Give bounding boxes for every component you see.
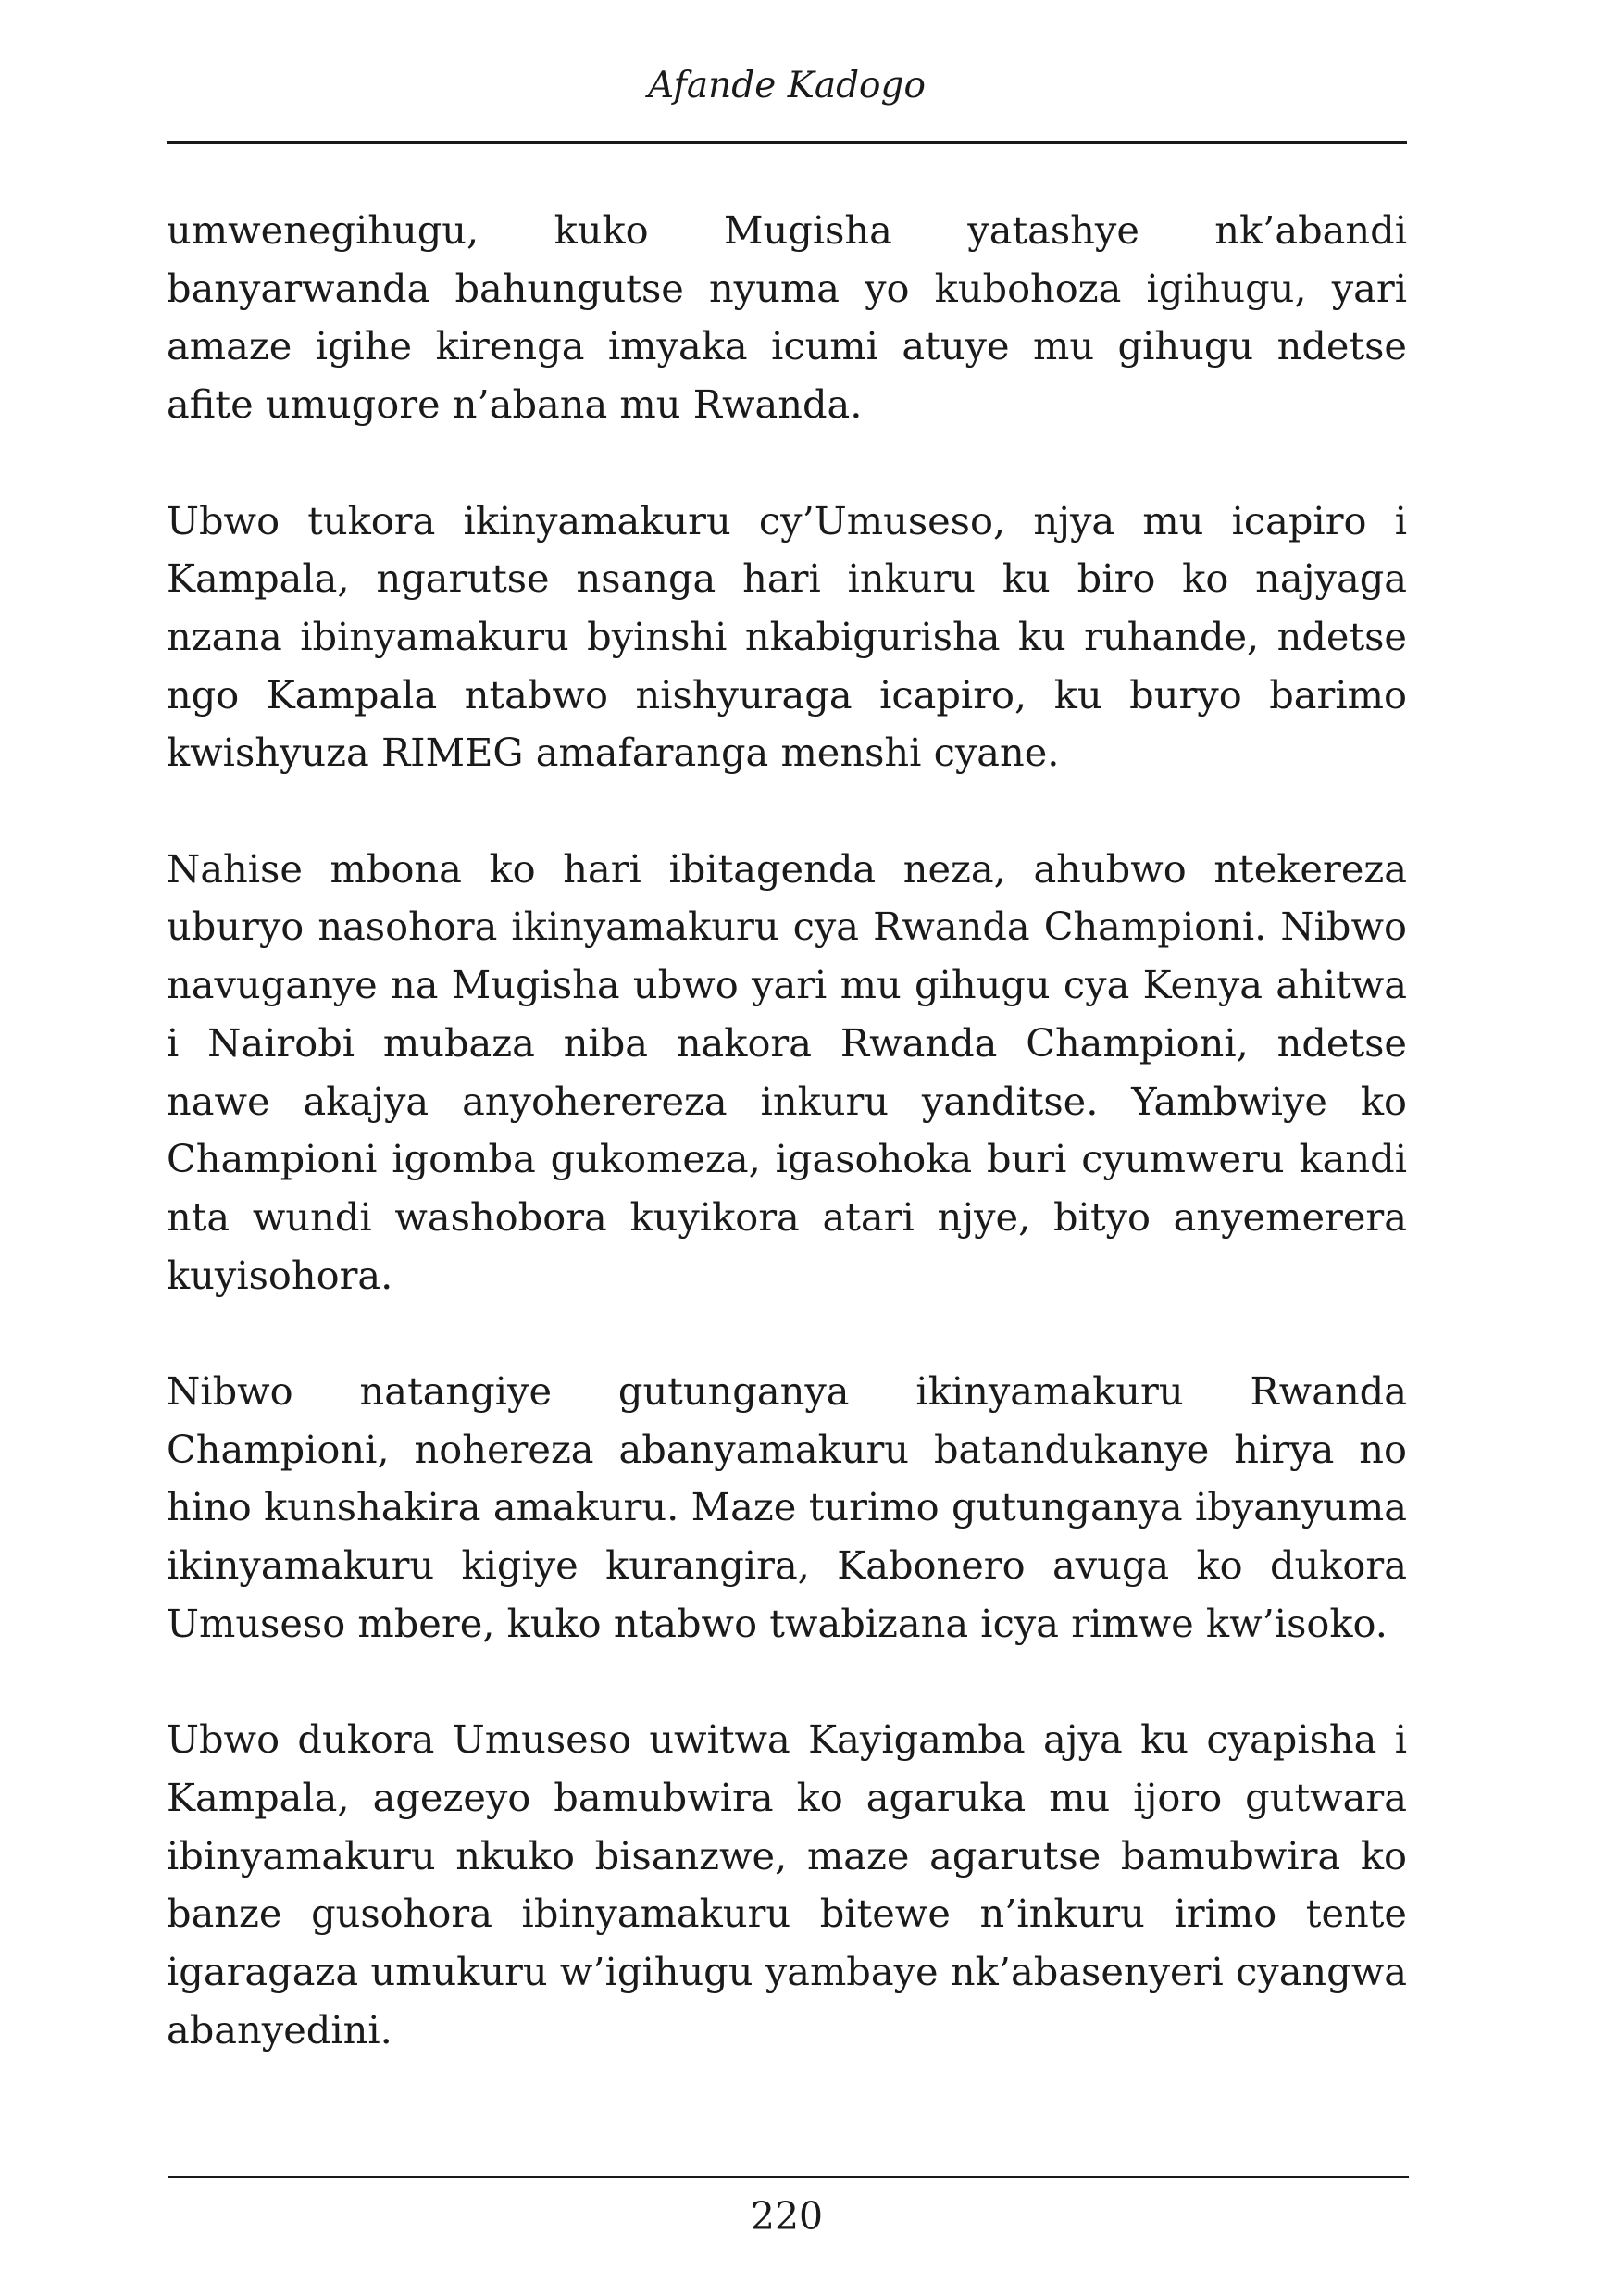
paragraph-2: Ubwo tukora ikinyamakuru cy’Umuseso, njya mu icapiro i Kampala, ngarutse nsanga hari inkuru ku biro ko najyaga nzana ibinyamakuru byinshi nkabigurisha ku ruhande, ndetse ngo Kampala ntabwo nishyuraga icapiro, ku buryo barimo kwishyuza RIMEG amafaranga menshi cyane. [167, 497, 1407, 776]
footer-rule [168, 2176, 1409, 2178]
running-header: Afande Kadogo [647, 65, 926, 106]
header-rule [167, 141, 1407, 144]
body-text [167, 202, 1407, 2117]
paragraph-3: Nahise mbona ko hari ibitagenda neza, ahubwo ntekereza uburyo nasohora ikinyamakuru cya Rwanda Championi. Nibwo navuganye na Mugisha ubwo yari mu gihugu cya Kenya ahitwa i Nairobi mubaza niba nakora Rwanda Championi, ndetse nawe akajya anyoherereza inkuru yanditse. Yambwiye ko Championi igomba gukomeza, igasohoka buri cyumweru kandi nta wundi washobora kuyikora atari njye, bityo anyemerera kuyisohora. [167, 845, 1407, 1298]
page-number: 220 [750, 2194, 824, 2239]
paragraph-1: umwenegihugu, kuko Mugisha yatashye nk’abandi banyarwanda bahungutse nyuma yo kubohoza igihugu, yari amaze igihe kirenga imyaka icumi atuye mu gihugu ndetse afite umugore n’abana mu Rwanda. [167, 207, 1407, 428]
paragraph-4: Nibwo natangiye gutunganya ikinyamakuru Rwanda Championi, nohereza abanyamakuru batandukanye hirya no hino kunshakira amakuru. Maze turimo gutunganya ibyanyuma ikinyamakuru kigiye kurangira, Kabonero avuga ko dukora Umuseso mbere, kuko ntabwo twabizana icya rimwe kw’isoko. [167, 1368, 1407, 1646]
paragraph-5: Ubwo dukora Umuseso uwitwa Kayigamba ajya ku cyapisha i Kampala, agezeyo bamubwira ko agaruka mu ijoro gutwara ibinyamakuru nkuko bisanzwe, maze agarutse bamubwira ko banze gusohora ibinyamakuru bitewe n’inkuru irimo tente igaragaza umukuru w’igihugu yambaye nk’abasenyeri cyangwa abanyedini. [167, 1716, 1407, 2053]
